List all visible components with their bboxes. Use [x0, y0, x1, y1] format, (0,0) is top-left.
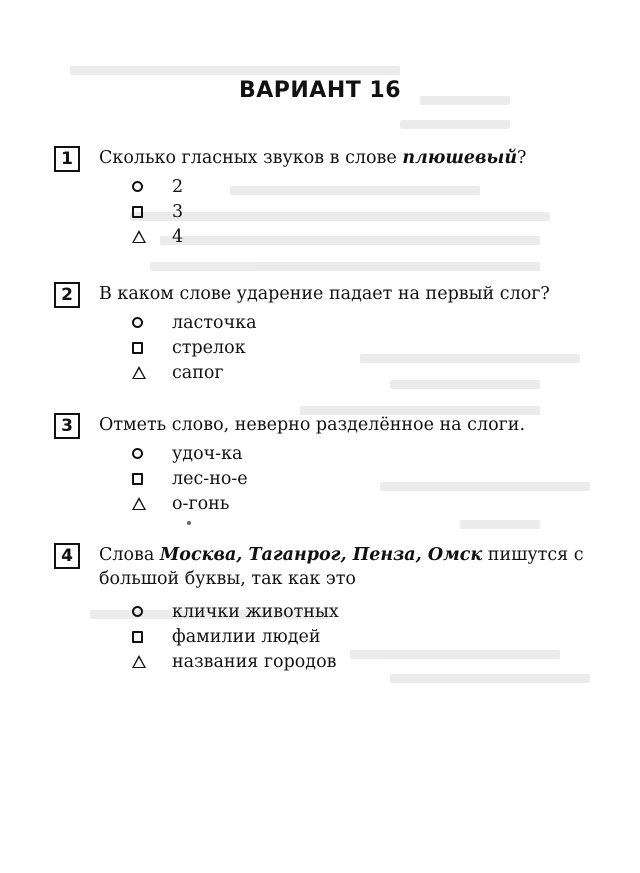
answer-option[interactable]: стрелок — [132, 335, 584, 360]
circle-marker-icon — [132, 317, 154, 328]
circle-marker-icon — [132, 181, 154, 192]
emphasized-words: Москва, Таганрог, Пенза, Омск — [159, 545, 483, 565]
answer-option[interactable]: 2 — [132, 174, 584, 199]
question-4 — [54, 543, 584, 674]
square-marker-icon — [132, 342, 154, 354]
circle-marker-icon — [132, 448, 154, 459]
triangle-marker-icon — [132, 230, 154, 243]
question-number: 3 — [54, 413, 80, 439]
square-marker-icon — [132, 473, 154, 485]
question-number: 1 — [54, 146, 80, 172]
question-number: 2 — [54, 282, 80, 308]
answer-option[interactable]: лес-но-е — [132, 466, 584, 491]
square-marker-icon — [132, 631, 154, 643]
emphasized-word: плюшевый — [402, 148, 518, 168]
answer-option[interactable]: клички животных — [132, 599, 584, 624]
triangle-marker-icon — [132, 366, 154, 379]
answer-option[interactable]: удоч-ка — [132, 441, 584, 466]
answer-options — [132, 599, 584, 674]
answer-option[interactable]: 4 — [132, 224, 584, 249]
answer-option[interactable]: ласточка — [132, 310, 584, 335]
answer-option[interactable]: о-гонь — [132, 491, 584, 516]
variant-title: ВАРИАНТ 16 — [238, 78, 402, 103]
stray-dot — [187, 521, 191, 525]
answer-option[interactable]: фамилии людей — [132, 624, 584, 649]
answer-options — [132, 441, 584, 516]
answer-options — [132, 174, 584, 249]
question-text: Слова Москва, Таганрог, Пенза, Омск пишутся с большой буквы, так как это — [99, 545, 584, 589]
answer-options — [132, 310, 584, 385]
triangle-marker-icon — [132, 497, 154, 510]
question-1 — [54, 146, 584, 249]
question-number: 4 — [54, 543, 80, 569]
square-marker-icon — [132, 206, 154, 218]
question-3 — [54, 413, 584, 516]
question-text: В каком слове ударение падает на первый слог? — [99, 284, 550, 304]
answer-option[interactable]: 3 — [132, 199, 584, 224]
answer-option[interactable]: сапог — [132, 360, 584, 385]
circle-marker-icon — [132, 606, 154, 617]
triangle-marker-icon — [132, 655, 154, 668]
question-text: Отметь слово, неверно разделённое на слоги. — [99, 415, 526, 435]
question-2 — [54, 282, 584, 385]
question-text: Сколько гласных звуков в слове плюшевый? — [99, 148, 527, 168]
answer-option[interactable]: названия городов — [132, 649, 584, 674]
